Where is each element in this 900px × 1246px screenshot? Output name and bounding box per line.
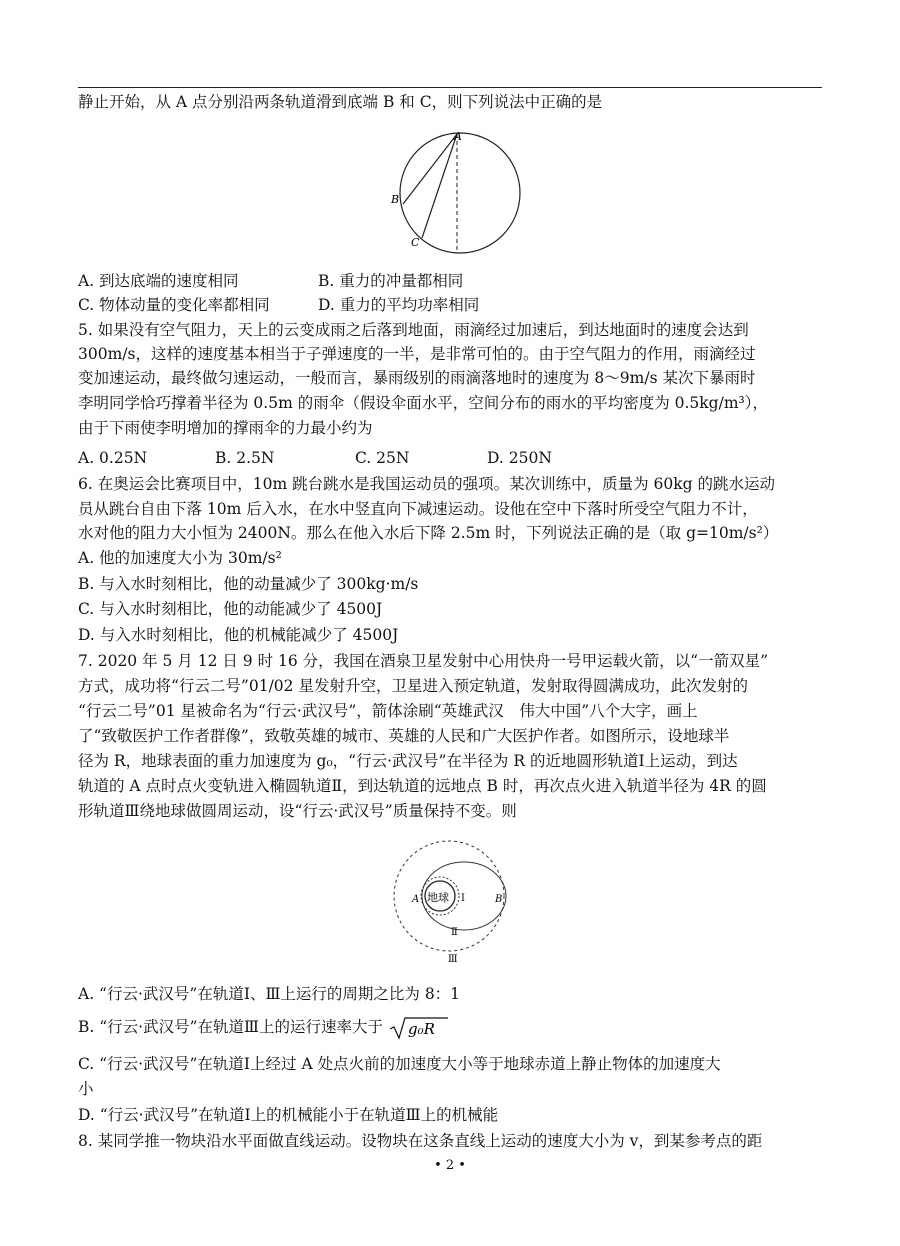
q6-option-c: C. 与入水时刻相比，他的动能减少了 4500J <box>78 600 383 618</box>
q5-option-c: C. 25N <box>355 449 410 467</box>
circle-outline <box>400 133 520 253</box>
orbit-label-1: Ⅰ <box>461 893 465 904</box>
q5-option-a: A. 0.25N <box>78 449 148 467</box>
q6-option-a: A. 他的加速度大小为 30m/s² <box>78 549 282 567</box>
q6-line-3: 水对他的阻力大小恒为 2400N。那么在他入水后下降 2.5m 时，下列说法正确的是（取 g=10m/s²） <box>78 524 779 542</box>
label-c: C <box>411 236 420 249</box>
q5-line-4: 李明同学恰巧撑着半径为 0.5m 的雨伞（假设伞面水平，空间分布的雨水的平均密度为 0.5kg/m³）， <box>78 394 768 412</box>
q6-option-b: B. 与入水时刻相比，他的动量减少了 300kg·m/s <box>78 575 419 593</box>
track-ab <box>403 134 457 204</box>
q6-line-2: 员从跳台自由下落 10m 后入水，在水中竖直向下减速运动。设他在空中下落时所受空气阻力不计， <box>78 500 758 518</box>
q7-option-c-line-2: 小 <box>78 1080 94 1098</box>
orbit-label-a: A <box>412 894 420 905</box>
orbit-label-2: Ⅱ <box>451 927 458 938</box>
q5-line-3: 变加速运动，最终做匀速运动，一般而言，暴雨级别的雨滴落地时的速度为 8～9m/s 某次下暴雨时 <box>78 369 756 387</box>
q7-option-a: A. “行云·武汉号”在轨道Ⅰ、Ⅲ上运行的周期之比为 8：1 <box>78 985 461 1003</box>
q7-line-3: “行云二号”01 星被命名为“行云·武汉号”，箭体涂刷“英雄武汉 伟大中国”八个大字，画上 <box>78 702 698 720</box>
figure-orbits <box>388 838 514 968</box>
question-intro-line: 静止开始，从 A 点分别沿两条轨道滑到底端 B 和 C，则下列说法中正确的是 <box>78 93 603 111</box>
figure-circle-tracks <box>385 128 525 260</box>
label-b: B <box>391 193 400 206</box>
q5-line-1: 5. 如果没有空气阻力，天上的云变成雨之后落到地面，雨滴经过加速后，到达地面时的速度会达到 <box>78 321 749 339</box>
q7-line-6: 轨道的 A 点时点火变轨进入椭圆轨道Ⅱ，到达轨道的远地点 B 时，再次点火进入轨道半径为 4R 的圆 <box>78 777 767 795</box>
q8-line-1: 8. 某同学推一物块沿水平面做直线运动。设物块在这条直线上运动的速度大小为 v，到某参考点的距 <box>78 1132 763 1150</box>
q7-line-5: 径为 R，地球表面的重力加速度为 g₀，“行云·武汉号”在半径为 R 的近地圆形轨道Ⅰ上运动，到达 <box>78 752 738 770</box>
track-ac <box>422 134 457 238</box>
q5-option-b: B. 2.5N <box>215 449 275 467</box>
earth-label: 地球 <box>427 891 449 904</box>
q4-option-c: C. 物体动量的变化率都相同 <box>78 296 270 314</box>
q4-option-b: B. 重力的冲量都相同 <box>318 272 464 290</box>
q7-line-4: 了“致敬医护工作者群像”，致敬英雄的城市、英雄的人民和广大医护作者。如图所示，设地球半 <box>78 727 730 745</box>
q7-option-c-line-1: C. “行云·武汉号”在轨道Ⅰ上经过 A 处点火前的加速度大小等于地球赤道上静止物体的加速度大 <box>78 1055 721 1073</box>
q5-line-2: 300m/s，这样的速度基本相当于子弹速度的一半，是非常可怕的。由于空气阻力的作用，雨滴经过 <box>78 345 756 363</box>
label-a: A <box>454 130 462 143</box>
q7-option-b-text: B. “行云·武汉号”在轨道Ⅲ上的运行速率大于 <box>78 1018 383 1036</box>
sqrt-expression <box>388 1015 450 1041</box>
q4-option-d: D. 重力的平均功率相同 <box>318 296 480 314</box>
page-number: • 2 • <box>434 1158 466 1173</box>
q6-option-d: D. 与入水时刻相比，他的机械能减少了 4500J <box>78 626 399 644</box>
q7-line-7: 形轨道Ⅲ绕地球做圆周运动，设“行云·武汉号”质量保持不变。则 <box>78 802 517 820</box>
q7-line-1: 7. 2020 年 5 月 12 日 9 时 16 分，我国在酒泉卫星发射中心用快舟一号甲运载火箭，以“一箭双星” <box>78 652 769 670</box>
q7-option-d: D. “行云·武汉号”在轨道Ⅰ上的机械能小于在轨道Ⅲ上的机械能 <box>78 1106 499 1124</box>
header-rule <box>78 87 822 88</box>
orbit-label-b: B <box>495 894 503 905</box>
sqrt-radicand: g₀R <box>407 1020 435 1038</box>
q7-line-2: 方式，成功将“行云二号”01/02 星发射升空，卫星进入预定轨道，发射取得圆满成功，此次发射的 <box>78 677 748 695</box>
q4-option-a: A. 到达底端的速度相同 <box>78 272 239 290</box>
q5-option-d: D. 250N <box>487 449 552 467</box>
q5-line-5: 由于下雨使李明增加的撑雨伞的力最小约为 <box>78 419 373 437</box>
q7-option-b <box>78 1015 450 1041</box>
q6-line-1: 6. 在奥运会比赛项目中，10m 跳台跳水是我国运动员的强项。某次训练中，质量为 60kg 的跳水运动 <box>78 475 775 493</box>
orbit-label-3: Ⅲ <box>448 954 458 965</box>
